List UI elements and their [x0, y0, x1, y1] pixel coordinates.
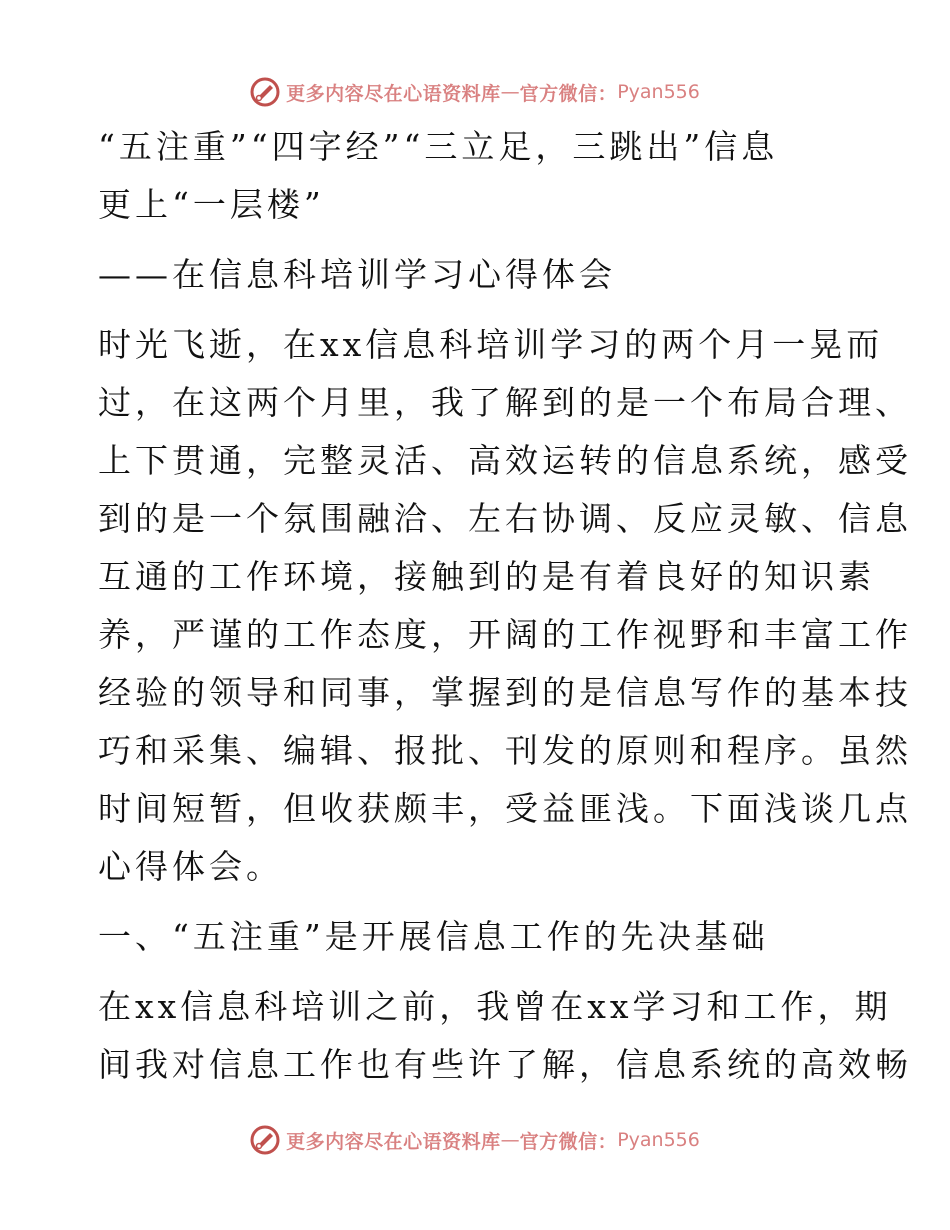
- watermark-wechat-id: Pyan556: [617, 1129, 700, 1151]
- intro-line: 互通的工作环境，接触到的是有着良好的知识素: [98, 557, 875, 596]
- intro-line: 巧和采集、编辑、报批、刊发的原则和程序。虽然: [98, 731, 912, 770]
- logo-icon: [250, 1125, 280, 1155]
- watermark-separator: —: [500, 81, 520, 103]
- section-line: 在xx信息科培训之前，我曾在xx学习和工作，期: [98, 987, 892, 1026]
- intro-line: 过，在这两个月里，我了解到的是一个布局合理、: [98, 383, 912, 422]
- watermark-banner-top: [0, 72, 950, 112]
- section-line: 间我对信息工作也有些许了解，信息系统的高效畅: [98, 1045, 912, 1084]
- watermark-text: 更多内容尽在心语资料库: [286, 1130, 501, 1153]
- title-line-1: “五注重”“四字经”“三立足，三跳出”信息: [98, 127, 779, 166]
- title-line-2: 更上“一层楼”: [98, 185, 325, 224]
- intro-line: 经验的领导和同事，掌握到的是信息写作的基本技: [98, 673, 912, 712]
- section-heading: 一、“五注重”是开展信息工作的先决基础: [98, 917, 769, 956]
- intro-line: 上下贯通，完整灵活、高效运转的信息系统，感受: [98, 441, 912, 480]
- logo-icon: [250, 77, 280, 107]
- watermark-text: 更多内容尽在心语资料库: [286, 82, 501, 105]
- watermark-banner-bottom: [0, 1120, 950, 1160]
- document-body: [98, 118, 912, 1094]
- intro-line: 养，严谨的工作态度，开阔的工作视野和丰富工作: [98, 615, 912, 654]
- watermark-separator: —: [500, 1129, 520, 1151]
- subtitle: ——在信息科培训学习心得体会: [98, 255, 616, 294]
- intro-line: 到的是一个氛围融洽、左右协调、反应灵敏、信息: [98, 499, 912, 538]
- intro-line: 时光飞逝，在xx信息科培训学习的两个月一晃而: [98, 325, 884, 364]
- watermark-wechat-label: 官方微信：: [519, 1130, 618, 1153]
- intro-line: 时间短暂，但收获颇丰，受益匪浅。下面浅谈几点: [98, 789, 912, 828]
- watermark-wechat-label: 官方微信：: [519, 82, 618, 105]
- watermark-wechat-id: Pyan556: [617, 81, 700, 103]
- intro-line: 心得体会。: [98, 847, 283, 886]
